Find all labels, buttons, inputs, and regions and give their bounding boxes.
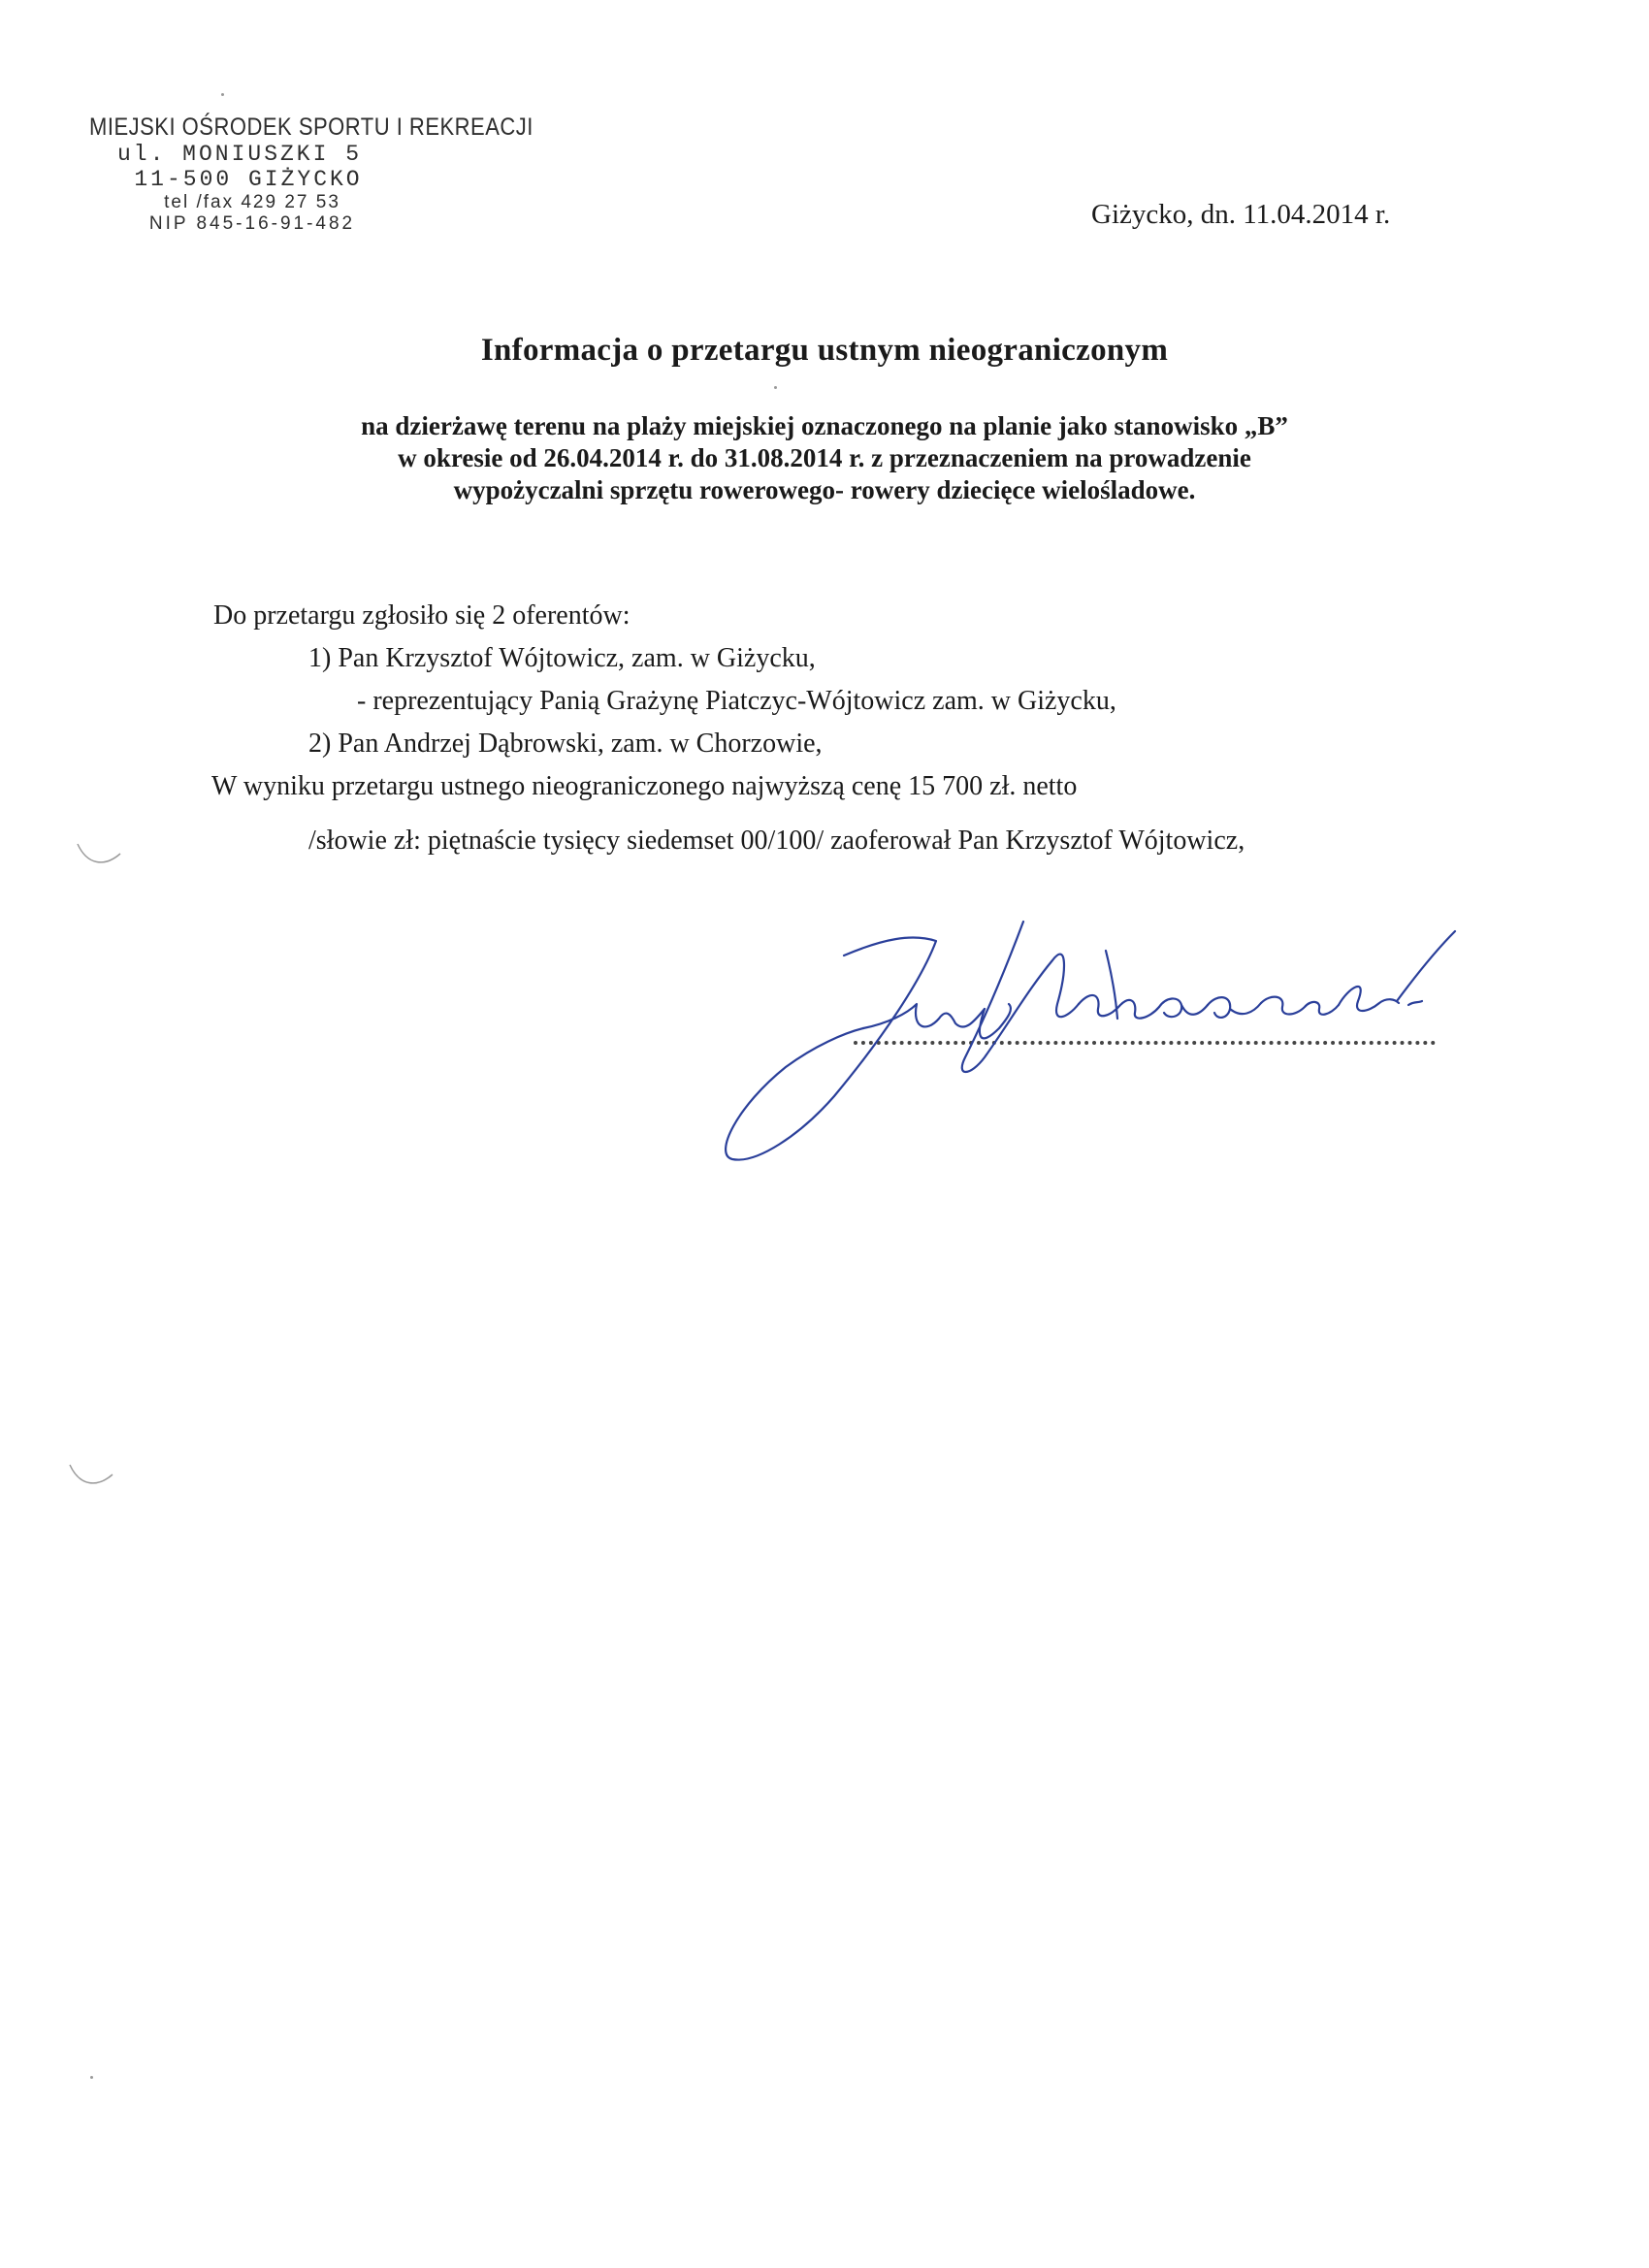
- subtitle-line: na dzierżawę terenu na plaży miejskiej oznaczonego na planie jako stanowisko „B”: [361, 411, 1288, 440]
- stamp-city: 11-500 GIŻYCKO: [134, 167, 363, 192]
- bidders-intro: Do przetargu zgłosiło się 2 oferentów:: [213, 600, 630, 631]
- punch-hole-mark-upper: [76, 834, 124, 873]
- punch-hole-mark-lower: [68, 1455, 116, 1494]
- scan-speck: [774, 386, 777, 389]
- stamp-phone: tel /fax 429 27 53: [164, 192, 340, 212]
- stamp-nip: NIP 845-16-91-482: [148, 213, 356, 234]
- institution-stamp: [89, 113, 534, 235]
- document-subtitle: [0, 410, 1649, 506]
- stamp-institution-name: MIEJSKI OŚRODEK SPORTU I REKREACJI: [89, 113, 534, 141]
- document-date: Giżycko, dn. 11.04.2014 r.: [1091, 199, 1391, 230]
- bidder-1: 1) Pan Krzysztof Wójtowicz, zam. w Giżycku,: [308, 643, 816, 673]
- scan-speck: [221, 93, 224, 96]
- bidder-1-representation: - reprezentujący Panią Grażynę Piatczyc-Wójtowicz zam. w Giżycku,: [357, 686, 1116, 716]
- document-title: Informacja o przetargu ustnym nieograniczonym: [480, 333, 1169, 368]
- tender-result: W wyniku przetargu ustnego nieograniczonego najwyższą cenę 15 700 zł. netto: [211, 771, 1078, 801]
- tender-result-in-words: /słowie zł: piętnaście tysięcy siedemset 00/100/ zaoferował Pan Krzysztof Wójtowicz,: [308, 826, 1245, 856]
- stamp-street: ul. MONIUSZKI 5: [116, 142, 363, 167]
- subtitle-line: w okresie od 26.04.2014 r. do 31.08.2014 r. z przeznaczeniem na prowadzenie: [398, 443, 1251, 472]
- handwritten-signature: [718, 912, 1494, 1183]
- subtitle-line: wypożyczalni sprzętu rowerowego- rowery dziecięce wielośladowe.: [453, 475, 1196, 504]
- bidder-2: 2) Pan Andrzej Dąbrowski, zam. w Chorzowie,: [308, 729, 823, 759]
- scan-speck: [90, 2076, 93, 2079]
